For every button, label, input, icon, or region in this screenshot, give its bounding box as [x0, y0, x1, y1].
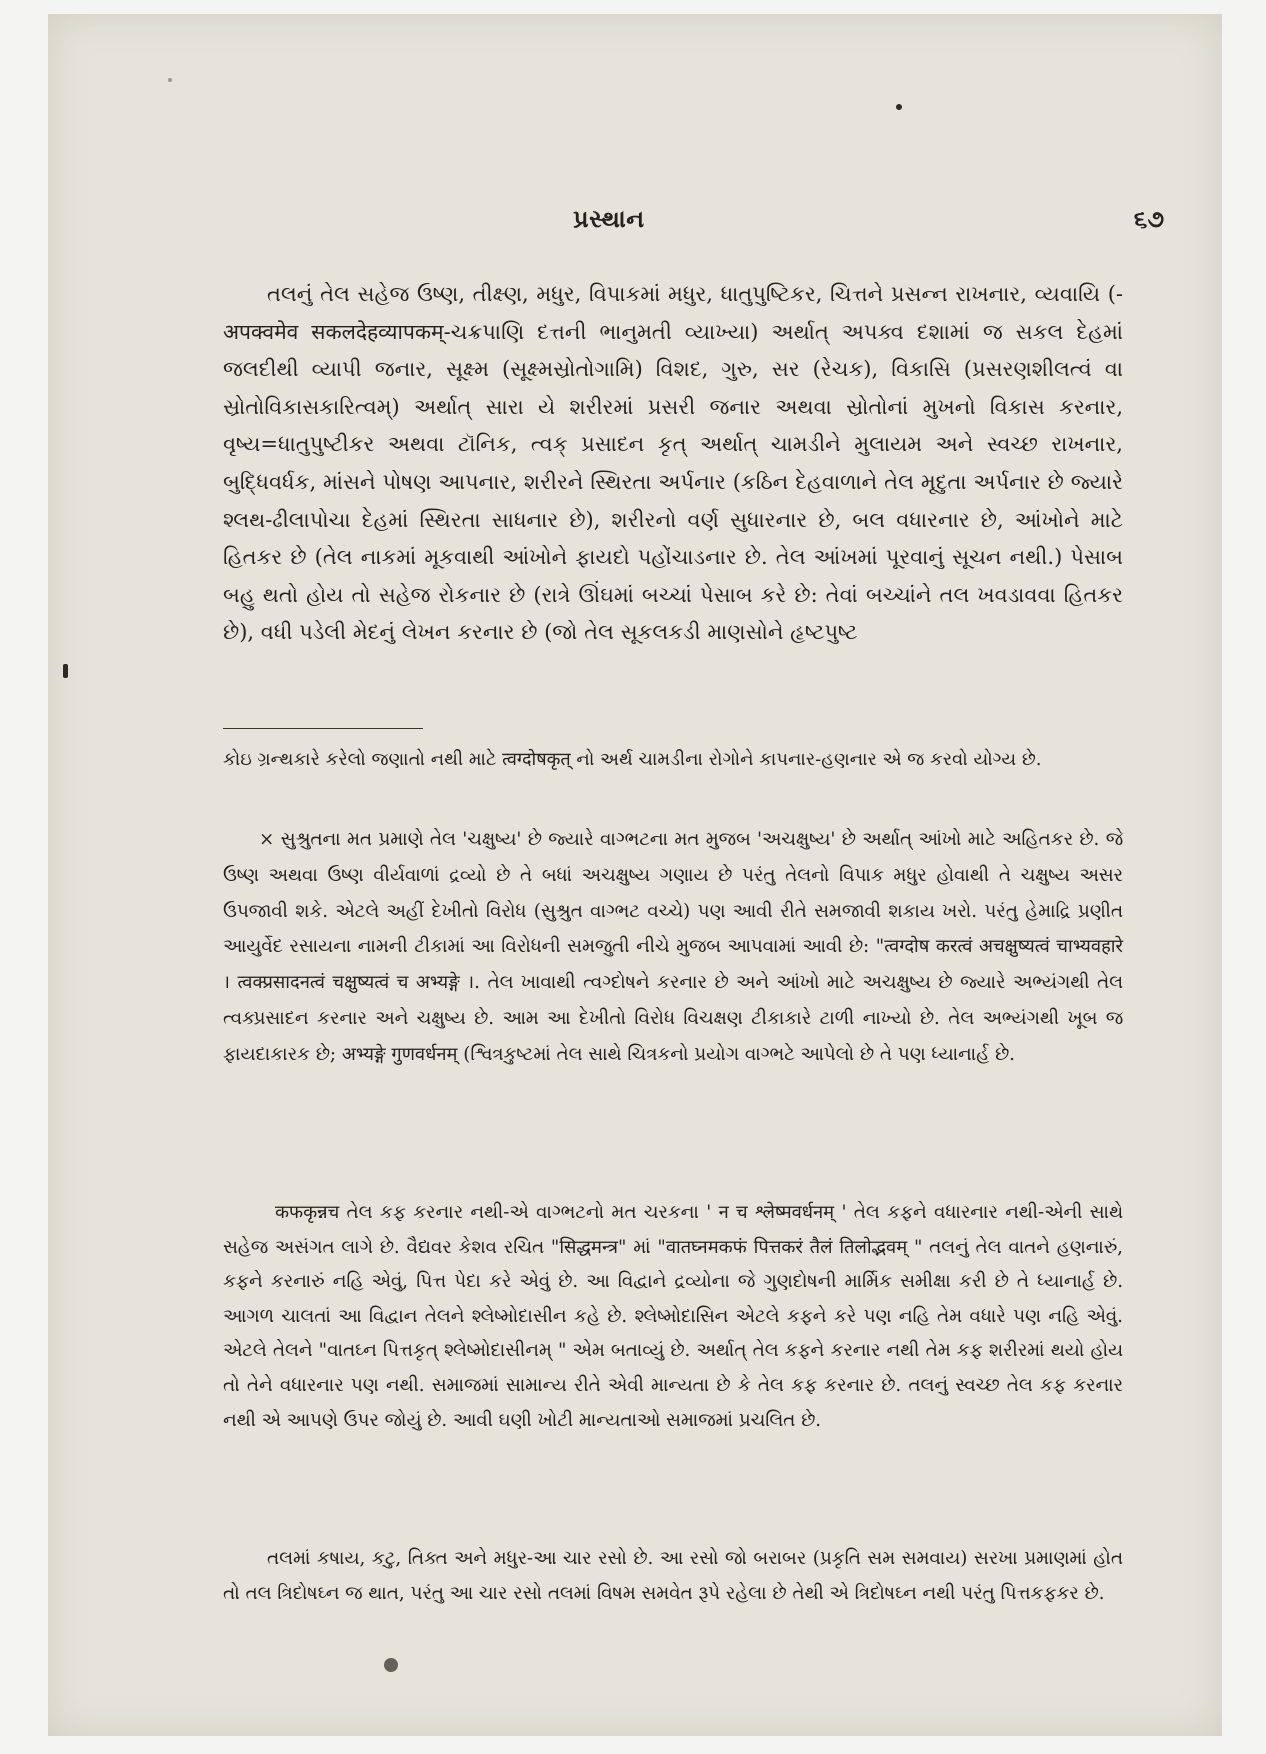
running-title: પ્રસ્થાન [573, 204, 645, 233]
scanned-page [48, 14, 1222, 1736]
ink-speck [63, 664, 68, 678]
page-header [48, 204, 1222, 244]
main-paragraph: તલનું તેલ સહેજ ઉષ્ણ, તીક્ષ્ણ, મધુર, વિપાકમાં મધુર, ધાતુપુષ્ટિકર, ચિત્તને પ્રસન્ન રાખનાર, વ્યવાયિ (- अपक्वमेव सकलदेहव्यापकम्-ચક્રપાણિ દત્તની ભાનુમતી વ્યાખ્યા) અર્થાત્ અપક્વ દશામાં જ સકલ દેહમાં જલદીથી વ્યાપી જનાર, સૂક્ષ્મ (સૂક્ષ્મસ્રોતોગામિ) વિશદ, ગુરુ, સર (રેચક), વિકાસિ (પ્રસરણશીલત્વં વા સ્રોતોવિકાસકારિત્વમ્) અર્થાત્ સારા યે શરીરમાં પ્રસરી જનાર અથવા સ્રોતોનાં મુખનો વિકાસ કરનાર, વૃષ્ય=ધાતુપુષ્ટીકર અથવા ટૉનિક, ત્વક્ પ્રસાદન કૃત્ અર્થાત્ ચામડીને મુલાયમ અને સ્વચ્છ રાખનાર, બુદ્ધિવર્ધક, માંસને પોષણ આપનાર, શરીરને સ્થિરતા અર્પનાર (કઠિન દેહવાળાને તેલ મૃદુતા અર્પનાર છે જ્યારે શ્લથ-ઢીલાપોચા દેહમાં સ્થિરતા સાધનાર છે), શરીરનો વર્ણ સુધારનાર છે, બલ વધારનાર છે, આંખોને માટે હિતકર છે (તેલ નાકમાં મૂકવાથી આંખોને ફાયદો પહોંચાડનાર છે. તેલ આંખમાં પૂરવાનું સૂચન નથી.) પેસાબ બહુ થતો હોય તો સહેજ રોકનાર છે (રાત્રે ઊંઘમાં બચ્ચાં પેસાબ કરે છે: તેવાં બચ્ચાંને તલ ખવડાવવા હિતકર છે), વધી પડેલી મેદનું લેખન કરનાર છે (જો તેલ સૂકલકડી માણસોને હૃષ્ટપુષ્ટ [223, 282, 1123, 645]
ink-speck [168, 78, 172, 82]
footnote-rasa: તલમાં કષાય, કટુ, તિક્ત અને મધુર-આ ચાર રસો છે. આ રસો જો બરાબર (પ્રકૃતિ સમ સમવાય) સરખા પ્રમાણમાં હોત તો તલ ત્રિદોષઘ્ન જ થાત, પરંતુ આ ચાર રસો તલમાં વિષમ સમવેત રૂપે રહેલા છે તેથી એ ત્રિદોષઘ્ન નથી પરંતુ પિત્તકફકર છે. [223, 1548, 1123, 1604]
ink-speck [384, 1658, 398, 1672]
page-number: ૬૭ [1133, 204, 1164, 233]
footnote-chakshushya: × સુશ્રુતના મત પ્રમાણે તેલ 'ચક્ષુષ્ય' છે જ્યારે વાગ્ભટના મત મુજબ 'અચક્ષુષ્ય' છે અર્થાત્ આંખો માટે અહિતકર છે. જે ઉષ્ણ અથવા ઉષ્ણ વીર્યવાળાં દ્રવ્યો છે તે બધાં અચક્ષુષ્ય ગણાય છે પરંતુ તેલનો વિપાક મધુર હોવાથી તે ચક્ષુષ્ય અસર ઉપજાવી શકે. એટલે અહીં દેખીતો વિરોધ (સુશ્રુત વાગ્ભટ વચ્ચે) પણ આવી રીતે સમજાવી શકાય ખરો. પરંતુ હેમાદ્રિ પ્રણીત આયુર્વેદ રસાયના નામની ટીકામાં આ વિરોધની સમજુતી નીચે મુજબ આપવામાં આવી છે: "त्वग्दोष करत्वं अचक्षुष्यत्वं चाभ्यवहारे । त्वक्प्रसादनत्वं चक्षुष्यत्वं च अभ्यङ्गे ।. તેલ ખાવાથી ત્વગ્દોષને કરનાર છે અને આંખો માટે અચક્ષુષ્ય છે જ્યારે અભ્યંગથી તેલ ત્વક્પ્રસાદન કરનાર અને ચક્ષુષ્ય છે. આમ આ દેખીતો વિરોધ વિચક્ષણ ટીકાકારે ટાળી નાખ્યો છે. તેલ અભ્યંગથી ખૂબ જ ફાયદાકારક છે; अभ्यङ्गे गुणवर्धनम् (શ્વિત્રકુષ્ટમાં તેલ સાથે ચિત્રકનો પ્રયોગ વાગ્ભટે આપેલો છે તે પણ ધ્યાનાર્હ છે. [223, 829, 1123, 1065]
ink-speck [896, 104, 902, 110]
footnote-kaphakrit: कफकृन्नच તેલ કફ કરનાર નથી-એ વાગ્ભટનો મત ચરકના ' न च श्लेष्मवर्धनम् ' તેલ કફને વધારનાર નથી-એની સાથે સહેજ અસંગત લાગે છે. વૈદ્યવર કેશવ રચિત "सिद्धमन्त्र" માં "वातघ्नमकफं पित्तकरं तैलं तिलोद्भवम् " તલનું તેલ વાતને હણનારું, કફને કરનારું નહિ એવું, પિત્ત પેદા કરે એવું છે. આ વિદ્વાને દ્રવ્યોના જે ગુણદોષની માર્મિક સમીક્ષા કરી છે તે ધ્યાનાર્હ છે. આગળ ચાલતાં આ વિદ્વાન તેલને શ્લેષ્મોદાસીન કહે છે. શ્લેષ્મોદાસિન એટલે કફને કરે પણ નહિ તેમ વધારે પણ નહિ એવું. એટલે તેલને "વાતઘ્ન પિત્તકૃત્ શ્લેષ્મોદાસીનમ્ " એમ બતાવ્યું છે. અર્થાત્ તેલ કફને કરનાર નથી તેમ કફ શરીરમાં થયો હોય તો તેને વધારનાર પણ નથી. સમાજમાં સામાન્ય રીતે એવી માન્યતા છે કે તેલ કફ કરનાર છે. તલનું સ્વચ્છ તેલ કફ કરનાર નથી એ આપણે ઉપર જોયું છે. આવી ઘણી ખોટી માન્યતાઓ સમાજમાં પ્રચલિત છે. [223, 1202, 1123, 1431]
footnote-continued: કોઇ ગ્રન્થકારે કરેલો જણાતો નથી માટે त्वग्दोषकृत् નો અર્થ ચામડીના રોગોને કાપનાર-હણનાર એ જ કરવો યોગ્ય છે. [223, 749, 1042, 770]
footnote-divider [223, 728, 423, 729]
